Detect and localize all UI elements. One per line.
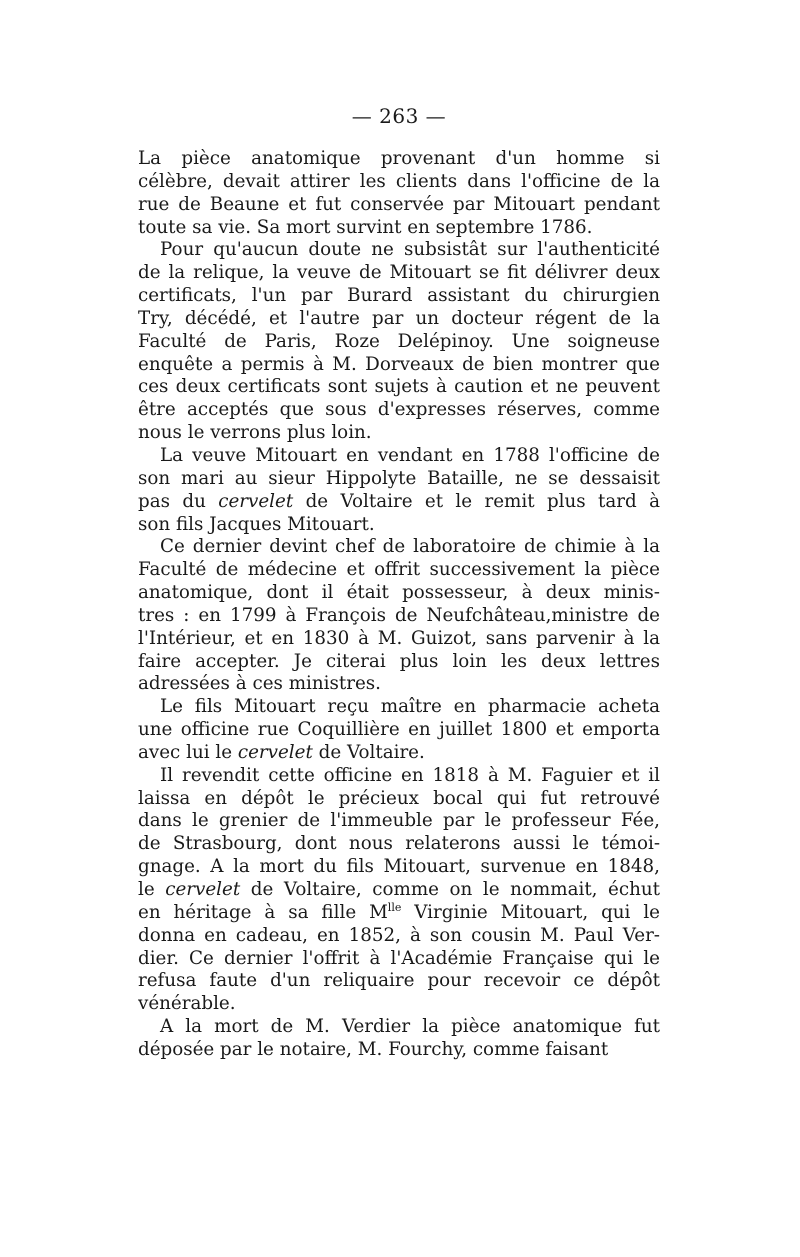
text-line: Faculté de Paris, Roze Delépinoy. Une soigneuse bbox=[138, 330, 660, 352]
text-line: une officine rue Coquillière en juillet 1800 et emporta bbox=[138, 719, 660, 741]
text-line: Pour qu'aucun doute ne subsistât sur l'authenticité bbox=[160, 239, 660, 261]
text-line: le cervelet de Voltaire, comme on le nommait, échut bbox=[138, 879, 660, 900]
text-line: refusa faute d'un reliquaire pour recevoir ce dépôt bbox=[138, 970, 660, 992]
text-line: La veuve Mitouart en vendant en 1788 l'officine de bbox=[160, 444, 660, 466]
body-text bbox=[138, 148, 660, 1062]
text-line: vénérable. bbox=[138, 993, 236, 1015]
text-line: adressées à ces ministres. bbox=[138, 673, 381, 695]
text-line: son mari au sieur Hippolyte Bataille, ne se dessaisit bbox=[138, 467, 660, 489]
text-line: gnage. A la mort du fils Mitouart, survenue en 1848, bbox=[138, 856, 660, 878]
text-line: pas du cervelet de Voltaire et le remit plus tard à bbox=[138, 490, 660, 512]
text-line: donna en cadeau, en 1852, à son cousin M. Paul Ver- bbox=[138, 924, 660, 946]
text-line: A la mort de M. Verdier la pièce anatomique fut bbox=[160, 1016, 660, 1038]
text-line: dier. Ce dernier l'offrit à l'Académie Française qui le bbox=[138, 947, 660, 969]
text-line: de Strasbourg, dont nous relaterons aussi le témoi- bbox=[138, 833, 660, 855]
text-line: l'Intérieur, et en 1830 à M. Guizot, sans parvenir à la bbox=[138, 627, 660, 649]
page-number: — 263 — bbox=[351, 104, 447, 128]
text-line: faire accepter. Je citerai plus loin les deux lettres bbox=[138, 650, 660, 672]
text-line: enquête a permis à M. Dorveaux de bien montrer que bbox=[138, 353, 660, 375]
text-line: laissa en dépôt le précieux bocal qui fut retrouvé bbox=[138, 787, 660, 809]
text-line: avec lui le cervelet de Voltaire. bbox=[138, 741, 425, 763]
text-line: Le fils Mitouart reçu maître en pharmacie acheta bbox=[160, 696, 660, 718]
text-line: Try, décédé, et l'autre par un docteur régent de la bbox=[138, 307, 660, 329]
text-line: Ce dernier devint chef de laboratoire de chimie à la bbox=[160, 536, 660, 558]
text-line: certificats, l'un par Burard assistant du chirurgien bbox=[138, 285, 660, 307]
text-line: célèbre, devait attirer les clients dans l'officine de la bbox=[138, 170, 660, 192]
text-line: nous le verrons plus loin. bbox=[138, 422, 372, 444]
text-line: Faculté de médecine et offrit successivement la pièce bbox=[138, 559, 660, 581]
text-line: rue de Beaune et fut conservée par Mitouart pendant bbox=[138, 193, 660, 215]
text-line: son fils Jacques Mitouart. bbox=[138, 513, 375, 535]
text-line: anatomique, dont il était possesseur, à deux minis- bbox=[138, 582, 660, 604]
text-line: tres : en 1799 à François de Neufchâteau,ministre de bbox=[138, 604, 660, 626]
text-line: de la relique, la veuve de Mitouart se fit délivrer deux bbox=[138, 262, 660, 284]
text-line: en héritage à sa fille $M^{lle}$ Virginie Mitouart, qui le bbox=[138, 901, 660, 923]
text-line: déposée par le notaire, M. Fourchy, comme faisant bbox=[138, 1038, 609, 1060]
text-line: ces deux certificats sont sujets à caution et ne peuvent bbox=[138, 376, 660, 398]
text-line: La pièce anatomique provenant d'un homme si bbox=[138, 148, 660, 169]
text-line: Il revendit cette officine en 1818 à M. Faguier et il bbox=[160, 764, 660, 786]
text-line: toute sa vie. Sa mort survint en septembre 1786. bbox=[138, 216, 593, 238]
text-line: être acceptés que sous d'expresses réserves, comme bbox=[138, 399, 660, 421]
text-line: dans le grenier de l'immeuble par le professeur Fée, bbox=[138, 810, 660, 832]
